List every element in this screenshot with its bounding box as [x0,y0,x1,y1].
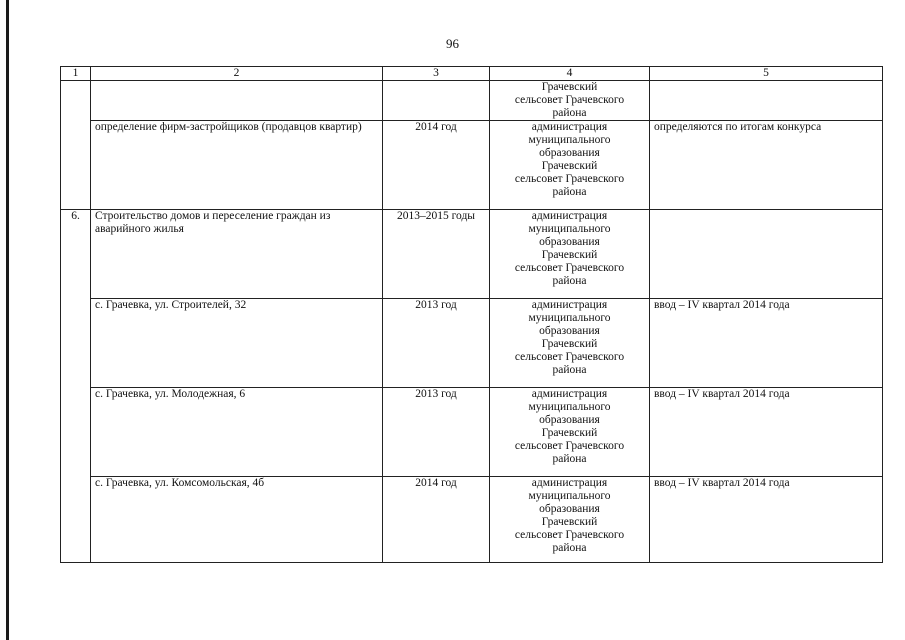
executor-line: Грачевский [541,516,598,528]
row-number-cell [61,388,91,477]
table-header-row [61,67,883,81]
executor-line: Грачевский [541,338,598,350]
document-table [60,66,883,563]
row-number-cell [61,477,91,563]
executor-line: администрация [531,388,608,400]
row-note-cell: ввод – IV квартал 2014 года [650,477,883,563]
executor-line: Грачевский [541,249,598,261]
column-header-2: 2 [91,67,383,81]
scan-edge-line [6,0,9,640]
executor-line: сельсовет Грачевского [514,529,625,541]
table-row [61,388,883,477]
executor-line: сельсовет Грачевского [514,351,625,363]
row-note-cell: ввод – IV квартал 2014 года [650,299,883,388]
row-note-cell [650,81,883,121]
executor-line: сельсовет Грачевского [514,262,625,274]
row-executor-cell [490,299,650,388]
executor-line: администрация [531,210,608,222]
row-executor-cell [490,477,650,563]
table-row [61,121,883,210]
row-number-cell [61,81,91,121]
row-name-cell: с. Грачевка, ул. Молодежная, 6 [91,388,383,477]
row-executor-cell [490,210,650,299]
executor-line: района [552,542,587,554]
executor-line: Грачевский [541,160,598,172]
page-number: 96 [446,36,459,51]
row-year-cell: 2013 год [383,388,490,477]
row-name-cell: с. Грачевка, ул. Комсомольская, 4б [91,477,383,563]
row-note-cell [650,210,883,299]
column-header-5: 5 [650,67,883,81]
executor-line: муниципального [528,312,611,324]
executor-line: района [552,107,587,119]
row-executor-cell [490,121,650,210]
executor-line: образования [539,414,600,426]
row-name-cell: Строительство домов и переселение граждан из аварийного жилья [91,210,383,299]
executor-line: муниципального [528,134,611,146]
executor-line: образования [539,503,600,515]
row-note-cell: ввод – IV квартал 2014 года [650,388,883,477]
executor-line: образования [539,325,600,337]
executor-line: Грачевский [541,427,598,439]
executor-line: муниципального [528,490,611,502]
row-number-cell: 6. [61,210,91,299]
executor-line: образования [539,236,600,248]
row-year-cell: 2013 год [383,299,490,388]
executor-line: района [552,453,587,465]
executor-line: сельсовет Грачевского [514,173,625,185]
row-year-cell: 2014 год [383,477,490,563]
executor-line: района [552,275,587,287]
column-header-3: 3 [383,67,490,81]
column-header-4: 4 [490,67,650,81]
row-number-cell [61,121,91,210]
executor-line: района [552,186,587,198]
table-row [61,299,883,388]
executor-line: администрация [531,299,608,311]
executor-line: сельсовет Грачевского [514,440,625,452]
executor-line: администрация [531,477,608,489]
row-note-cell: определяются по итогам конкурса [650,121,883,210]
row-name-cell: определение фирм-застройщиков (продавцов квартир) [91,121,383,210]
table-row [61,81,883,121]
row-year-cell [383,81,490,121]
executor-line: образования [539,147,600,159]
column-header-1: 1 [61,67,91,81]
row-executor-cell [490,81,650,121]
executor-line: сельсовет Грачевского [514,94,625,106]
row-number-cell [61,299,91,388]
row-name-cell: с. Грачевка, ул. Строителей, 32 [91,299,383,388]
executor-line: Грачевский [541,81,598,93]
executor-line: муниципального [528,223,611,235]
row-name-cell [91,81,383,121]
table-row [61,477,883,563]
row-executor-cell [490,388,650,477]
table-row [61,210,883,299]
executor-line: района [552,364,587,376]
executor-line: муниципального [528,401,611,413]
row-year-cell: 2013–2015 годы [383,210,490,299]
row-year-cell: 2014 год [383,121,490,210]
executor-line: администрация [531,121,608,133]
